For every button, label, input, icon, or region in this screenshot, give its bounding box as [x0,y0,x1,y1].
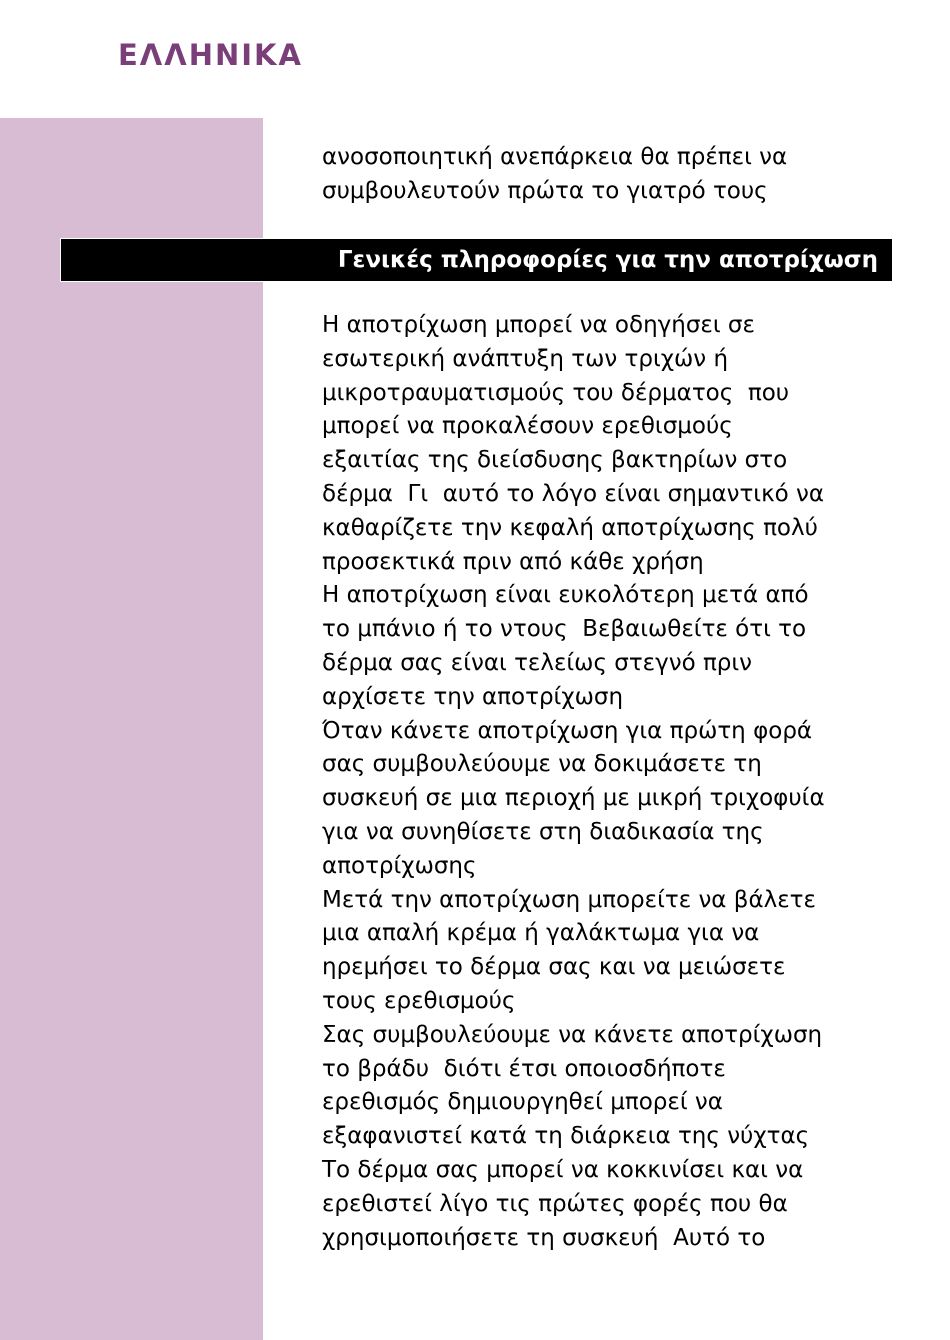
body-line: ηρεμήσει το δέρμα σας και να μειώσετε [322,954,786,981]
body-line: αρχίσετε την αποτρίχωση [322,683,624,710]
section-title: Γενικές πληροφορίες για την αποτρίχωση [337,247,878,273]
body-line: εξαιτίας της διείσδυσης βακτηρίων στο [322,447,788,474]
body-line: σας συμβουλεύουμε να δοκιμάσετε τη [322,751,762,778]
body-line: δέρμα Γι αυτό το λόγο είναι σημαντικό να [322,480,825,507]
body-line: Το δέρμα σας μπορεί να κοκκινίσει και να [322,1156,804,1183]
body-line: Όταν κάνετε αποτρίχωση για πρώτη φορά [322,717,813,744]
body-line: εσωτερική ανάπτυξη των τριχών ή [322,345,729,372]
body-line: αποτρίχωσης [322,852,477,879]
body-line: Μετά την αποτρίχωση μπορείτε να βάλετε [322,886,816,913]
section-header-bar [61,239,892,281]
body-line: καθαρίζετε την κεφαλή αποτρίχωσης πολύ [322,514,818,541]
body-line: τους ερεθισμούς [322,987,516,1014]
language-heading: ΕΛΛΗΝΙΚΑ [118,38,303,72]
body-line: Η αποτρίχωση είναι ευκολότερη μετά από [322,582,809,609]
intro-paragraph [322,140,912,208]
body-line: για να συνηθίσετε στη διαδικασία της [322,818,764,845]
body-line: μια απαλή κρέμα ή γαλάκτωμα για να [322,920,760,947]
body-paragraphs [322,309,922,1255]
body-line: δέρμα σας είναι τελείως στεγνό πριν [322,649,753,676]
body-line: το βράδυ διότι έτσι οποιοσδήποτε [322,1055,726,1082]
body-line: το μπάνιο ή το ντους Βεβαιωθείτε ότι το [322,616,807,643]
intro-line: ανοσοποιητική ανεπάρκεια θα πρέπει να [322,144,788,170]
body-line: χρησιμοποιήσετε τη συσκευή Αυτό το [322,1224,766,1251]
body-line: ερεθισμός δημιουργηθεί μπορεί να [322,1089,723,1116]
body-line: μικροτραυματισμούς του δέρματος που [322,379,790,406]
body-line: συσκευή σε μια περιοχή με μικρή τριχοφυία [322,785,825,812]
body-line: προσεκτικά πριν από κάθε χρήση [322,548,704,575]
body-line: Σας συμβουλεύουμε να κάνετε αποτρίχωση [322,1021,823,1048]
side-color-band [0,118,263,1340]
body-line: ερεθιστεί λίγο τις πρώτες φορές που θα [322,1190,788,1217]
body-line: Η αποτρίχωση μπορεί να οδηγήσει σε [322,312,755,338]
intro-line: συμβουλευτούν πρώτα το γιατρό τους [322,178,768,204]
body-line: μπορεί να προκαλέσουν ερεθισμούς [322,413,733,440]
body-line: εξαφανιστεί κατά τη διάρκεια της νύχτας [322,1123,810,1150]
